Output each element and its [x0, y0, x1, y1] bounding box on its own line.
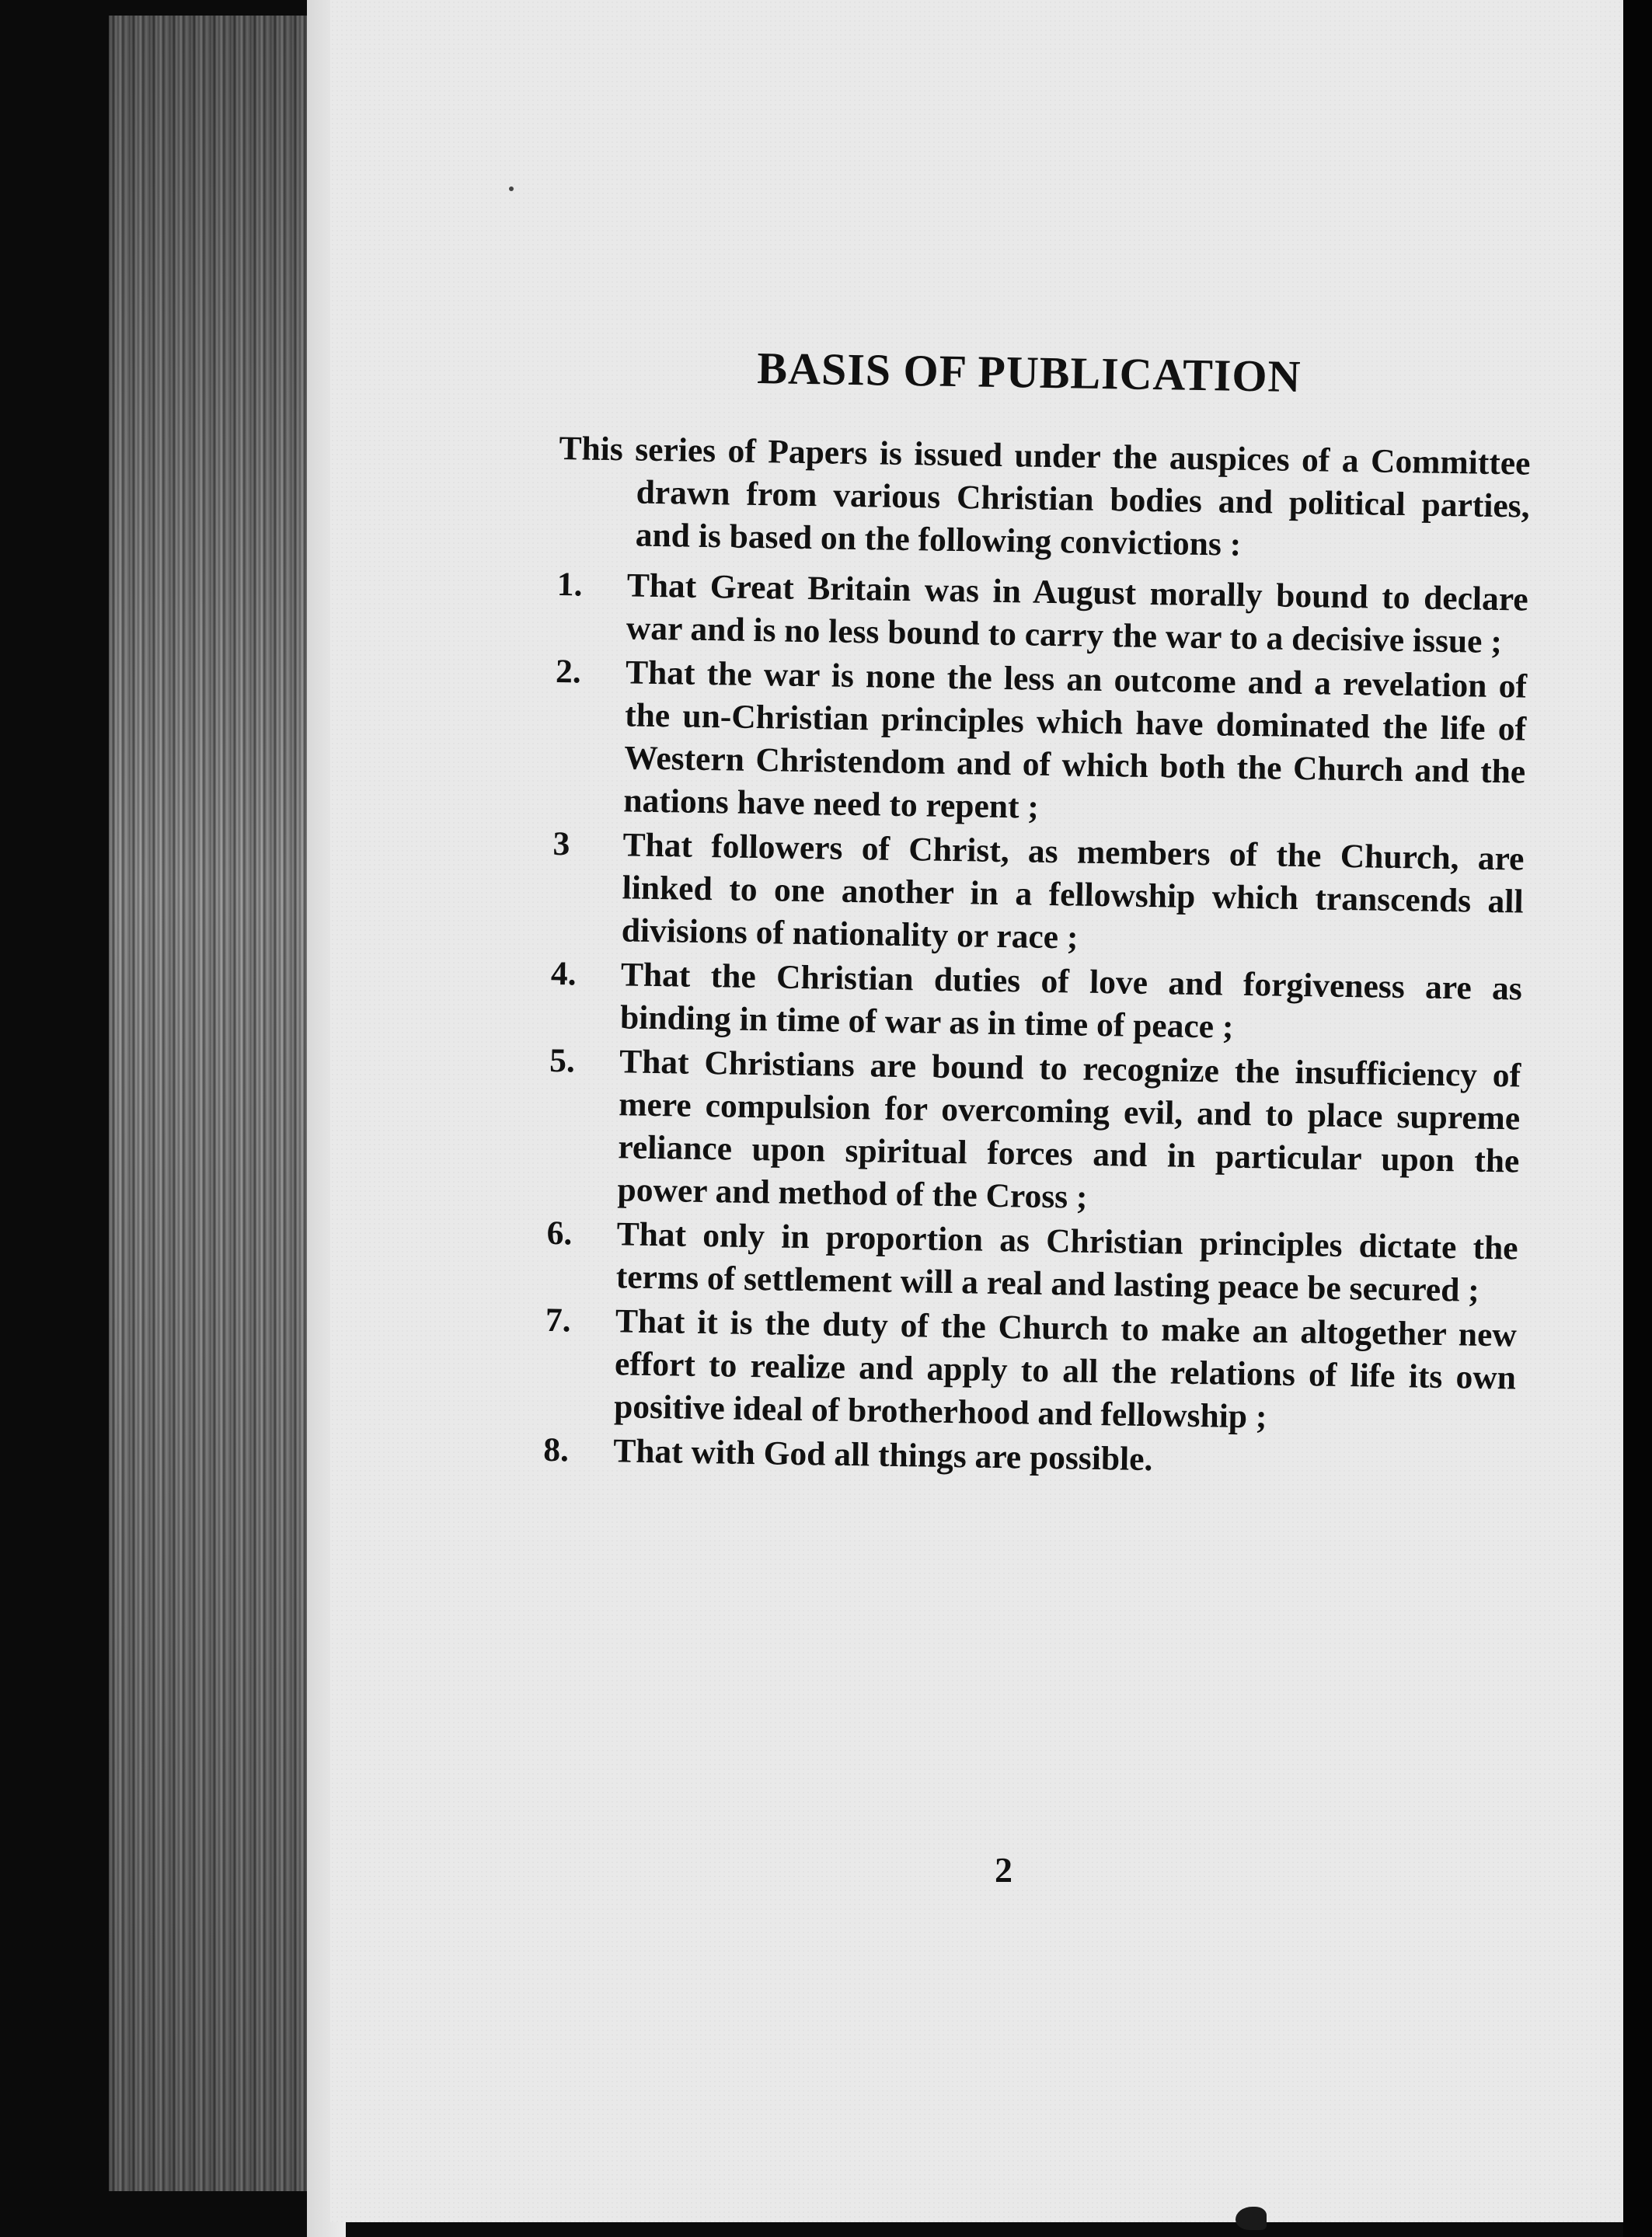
conviction-number: 1. [556, 565, 583, 604]
conviction-text: That the war is none the less an outcome and a revelation of the un-Christian principles which have dominated the life of Western Christendom and of which both the Church and the nations have need to repent ; [623, 653, 1528, 826]
scan-artifact [1236, 2207, 1267, 2230]
conviction-number: 5. [549, 1041, 576, 1080]
conviction-text: That only in proportion as Christian principles dictate the terms of settlement will a real and lasting peace be secured ; [615, 1215, 1518, 1309]
conviction-text: That with God all things are possible. [612, 1432, 1153, 1479]
convictions-list [543, 563, 1528, 1486]
conviction-number: 8. [542, 1430, 570, 1469]
conviction-number: 3 [552, 824, 570, 863]
text-body [543, 427, 1531, 1488]
conviction-item [550, 953, 1523, 1054]
conviction-item [556, 563, 1529, 664]
conviction-number: 6. [546, 1214, 573, 1253]
conviction-text: That Christians are bound to recognize the insufficiency of mere compulsion for overcoming evil, and to place supreme reliance upon spiritual forces and in particular upon the power and method of the Cross ; [617, 1043, 1521, 1216]
conviction-number: 4. [550, 954, 577, 993]
conviction-text: That followers of Christ, as members of the Church, are linked to one another in a fellowship which transcends all divisions of nationality or race ; [621, 826, 1525, 956]
conviction-item [544, 1299, 1517, 1443]
conviction-text: That it is the duty of the Church to make an altogether new effort to realize and apply to all the relations of life its own positive ideal of brotherhood and fellowship ; [613, 1302, 1518, 1436]
conviction-number: 2. [555, 652, 582, 691]
conviction-text: That Great Britain was in August morally bound to declare war and is no less bound to carry the war to a decisive issue ; [626, 566, 1529, 661]
intro-paragraph: This series of Papers is issued under the auspices of a Committee drawn from various Christian bodies and political parties, and is based on the following convictions : [559, 429, 1531, 563]
page-title: BASIS OF PUBLICATION [756, 342, 1302, 402]
scan-border [1623, 0, 1652, 2237]
conviction-item [553, 650, 1527, 837]
conviction-number: 7. [545, 1301, 571, 1340]
page-speck [509, 186, 514, 191]
page-number: 2 [995, 1850, 1012, 1890]
conviction-item [545, 1212, 1518, 1313]
conviction-text: That the Christian duties of love and forgiveness are as binding in time of war as in time of peace ; [619, 956, 1523, 1046]
conviction-item [547, 1040, 1521, 1226]
conviction-item [551, 823, 1524, 967]
